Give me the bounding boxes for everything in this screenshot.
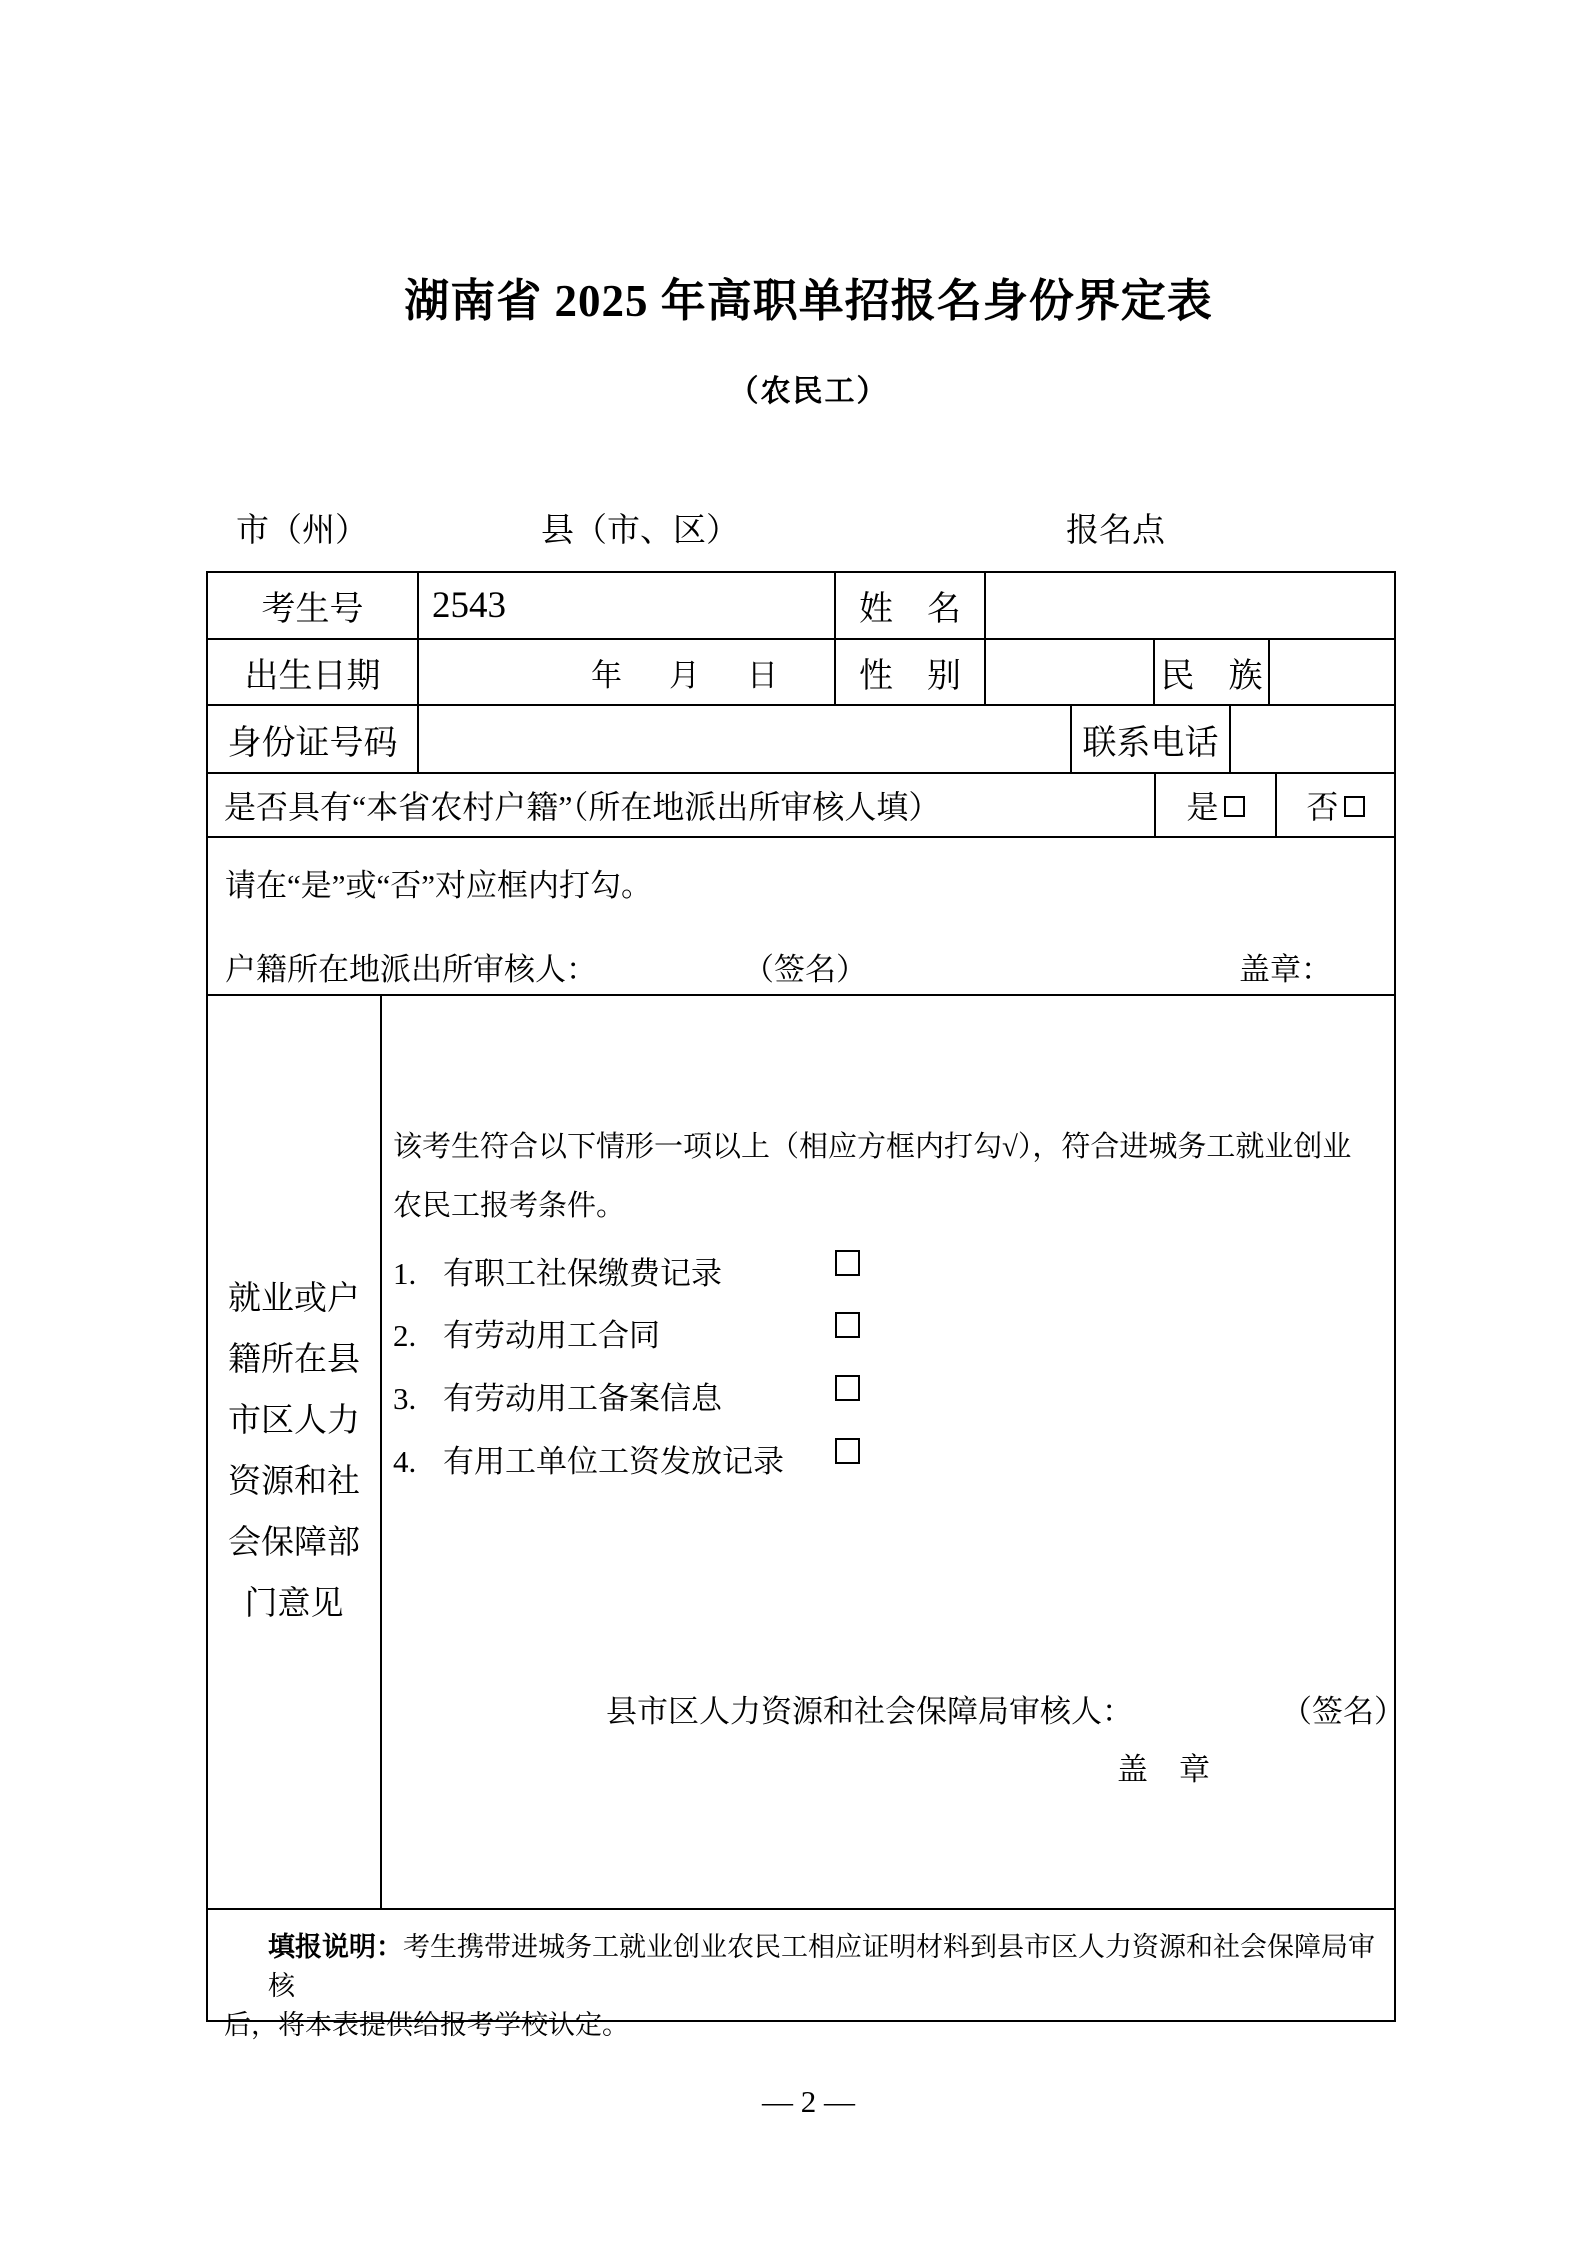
page-subtitle: （农民工） [728, 375, 889, 408]
hr-section-label-line: 会保障部 [228, 1525, 360, 1561]
hukou-question-label: 是否具有“本省农村户籍”（所在地派出所审核人填） [208, 774, 1156, 836]
region-site-label: 报名点 [1066, 513, 1165, 549]
identity-definition-form-table [206, 571, 1405, 2040]
police-signature-label: （签名） [743, 952, 867, 987]
hr-section-label-line: 市区人力 [228, 1403, 360, 1439]
birth-date-value-field[interactable] [419, 640, 836, 704]
ethnic-label: 民 族 [1155, 640, 1270, 704]
row-police-review [208, 838, 1394, 996]
row-hr-opinion [208, 996, 1405, 1910]
ethnic-value-field[interactable] [1270, 640, 1394, 704]
row-birth-gender-ethnic [208, 640, 1394, 706]
condition-item-2-checkbox-icon[interactable] [835, 1312, 860, 1338]
hr-reviewer-label: 县市区人力资源和社会保障局审核人： [606, 1694, 1133, 1729]
yes-checkbox-icon[interactable] [1224, 796, 1245, 817]
condition-item-2-number: 2. [393, 1318, 417, 1353]
no-checkbox-icon[interactable] [1344, 796, 1365, 817]
conditions-intro-line2: 农民工报考条件。 [393, 1190, 626, 1222]
row-hukou-question [208, 774, 1394, 838]
birth-date-label: 出生日期 [208, 640, 419, 704]
hr-seal-label: 盖 章 [1117, 1752, 1210, 1787]
name-label: 姓 名 [836, 573, 986, 638]
phone-value-field[interactable] [1231, 706, 1394, 772]
condition-item-3-text: 有劳动用工备案信息 [443, 1381, 722, 1416]
page-number: — 2 — [762, 2084, 855, 2119]
condition-item-2-text: 有劳动用工合同 [443, 1318, 660, 1353]
hr-signature-label: （签名） [1281, 1694, 1405, 1729]
region-city-label: 市（州） [236, 513, 368, 549]
condition-item-1 [393, 1248, 722, 1293]
birth-day-label: 日 [747, 657, 778, 693]
condition-item-1-text: 有职工社保缴费记录 [443, 1256, 722, 1291]
filling-note-text1: 考生携带进城务工就业创业农民工相应证明材料到县市区人力资源和社会保障局审核 [268, 1932, 1375, 2001]
hukou-yes-option [1156, 774, 1277, 836]
gender-label: 性 别 [836, 640, 986, 704]
hr-section-label-line: 资源和社 [228, 1464, 360, 1500]
hr-section-label [208, 996, 382, 1908]
condition-item-2 [393, 1310, 660, 1355]
filling-note-text2: 后，将本表提供给报考学校认定。 [224, 2010, 629, 2040]
filling-note [208, 1910, 1394, 2040]
page-title: 湖南省 2025 年高职单招报名身份界定表 [404, 276, 1213, 326]
row-id-phone [208, 706, 1394, 774]
yes-label: 是 [1186, 789, 1219, 825]
exam-no-value-field[interactable]: 2543 [419, 573, 836, 638]
hukou-no-option [1277, 774, 1394, 836]
filling-note-line1 [224, 1928, 1378, 2006]
region-county-label: 县（市、区） [541, 513, 739, 549]
gender-value-field[interactable] [986, 640, 1155, 704]
condition-item-4-checkbox-icon[interactable] [835, 1438, 860, 1464]
condition-item-3 [393, 1373, 722, 1418]
no-label: 否 [1306, 789, 1339, 825]
condition-item-3-checkbox-icon[interactable] [835, 1375, 860, 1401]
condition-item-4-number: 4. [393, 1444, 417, 1479]
condition-item-3-number: 3. [393, 1381, 417, 1416]
condition-item-4 [393, 1436, 784, 1481]
birth-year-label: 年 [591, 657, 622, 693]
row-filling-note [208, 1910, 1394, 2040]
police-reviewer-label: 户籍所在地派出所审核人： [225, 952, 597, 987]
filling-note-label: 填报说明： [268, 1932, 403, 1962]
exam-no-label: 考生号 [208, 573, 419, 638]
row-exam-no-name [208, 573, 1394, 640]
police-seal-label: 盖章： [1239, 952, 1332, 987]
phone-label: 联系电话 [1072, 706, 1231, 772]
condition-item-4-text: 有用工单位工资发放记录 [443, 1444, 784, 1479]
conditions-intro-line1: 该考生符合以下情形一项以上（相应方框内打勾√），符合进城务工就业创业 [393, 1131, 1352, 1163]
birth-month-label: 月 [669, 657, 700, 693]
name-value-field[interactable] [986, 573, 1394, 638]
tick-instruction-text: 请在“是”或“否”对应框内打勾。 [225, 868, 653, 903]
hr-section-label-line: 门意见 [244, 1586, 344, 1622]
condition-item-1-checkbox-icon[interactable] [835, 1250, 860, 1276]
condition-item-1-number: 1. [393, 1256, 417, 1291]
hr-opinion-content [382, 996, 1405, 1908]
region-line [0, 504, 1587, 548]
id-number-value-field[interactable] [419, 706, 1072, 772]
hr-section-label-line: 就业或户 [228, 1281, 360, 1317]
id-number-label: 身份证号码 [208, 706, 419, 772]
hr-section-label-line: 籍所在县 [228, 1342, 360, 1378]
